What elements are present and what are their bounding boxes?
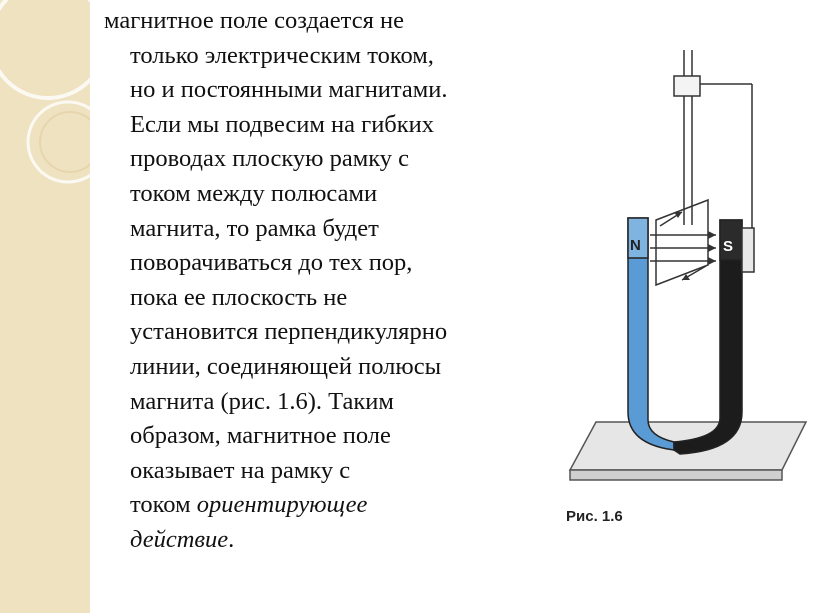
main-paragraph	[104, 4, 544, 558]
north-pole-label: N	[630, 237, 641, 254]
text-line: проводах плоскую рамку с	[130, 145, 410, 173]
emphasis-text: действие	[130, 525, 229, 553]
text-line: поворачиваться до тех пор,	[130, 249, 413, 277]
text-line: оказывает на рамку с	[130, 456, 351, 484]
text-line-last	[104, 488, 544, 523]
decorative-circles	[0, 0, 90, 613]
final-period: .	[228, 525, 235, 553]
south-pole-label: S	[723, 238, 734, 255]
field-line-arrowhead	[708, 231, 716, 239]
text-line: образом, магнитное поле	[130, 422, 391, 450]
text-line: магнита, то рамка будет	[130, 214, 379, 242]
decorative-side-band	[0, 0, 90, 613]
pole-clamp	[742, 228, 754, 272]
text-line: пока ее плоскость не	[130, 283, 348, 311]
text-line: установится перпендикулярно	[130, 318, 448, 346]
wire-clamp	[674, 76, 700, 96]
emphasis-text: ориентирующее	[196, 491, 368, 519]
text-prefix: током	[130, 491, 197, 519]
text-line: линии, соединяющей полюсы	[130, 352, 442, 380]
magnet-base-edge	[570, 470, 782, 480]
text-line: Если мы подвесим на гибких	[130, 110, 435, 138]
magnet-figure	[556, 40, 816, 540]
text-line: но и постоянными магнитами.	[130, 76, 448, 104]
field-line-arrowhead	[708, 257, 716, 265]
field-line-arrowhead	[708, 244, 716, 252]
figure-caption: Рис. 1.6	[566, 508, 623, 525]
horseshoe-magnet-illustration	[556, 40, 816, 510]
text-line: магнитное поле создается не	[104, 7, 404, 34]
text-line: только электрическим током,	[130, 41, 434, 69]
text-line-final	[104, 523, 544, 558]
text-line: магнита (рис. 1.6). Таким	[130, 387, 394, 415]
text-line: током между полюсами	[130, 179, 378, 207]
